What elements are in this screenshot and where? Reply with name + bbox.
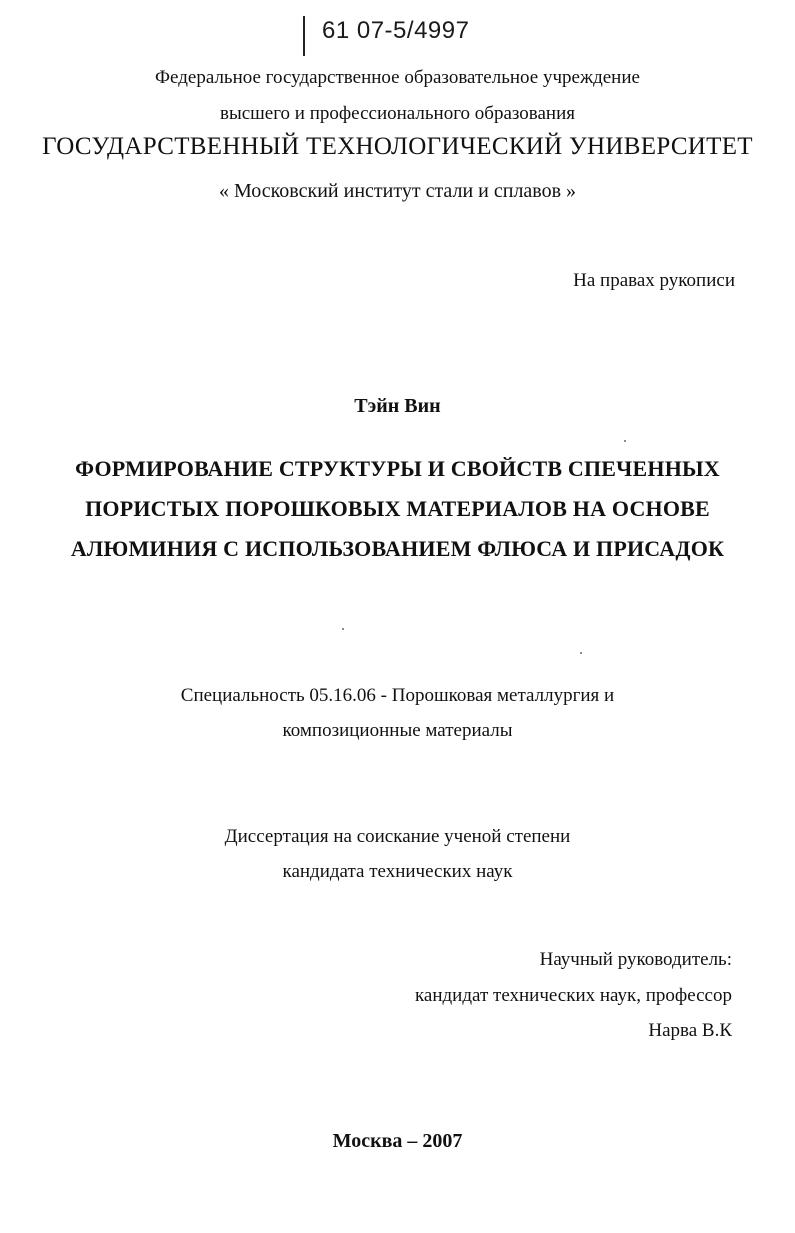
institute-name: « Московский институт стали и сплавов » [218,180,577,202]
specialty-line-2: композиционные материалы [282,720,513,741]
institution-line-1: Федеральное государственное образовательное учреждение [155,67,640,88]
scan-speck [342,628,344,630]
scan-speck [580,652,582,654]
dissertation-title-line-2: ПОРИСТЫХ ПОРОШКОВЫХ МАТЕРИАЛОВ НА ОСНОВЕ [85,496,710,521]
place-and-year: Москва – 2007 [332,1130,463,1152]
advisor-credentials: кандидат технических наук, профессор [414,985,732,1006]
degree-line-2: кандидата технических наук [282,861,513,882]
author-name: Тэйн Вин [354,395,441,417]
degree-line-1: Диссертация на соискание ученой степени [224,826,571,847]
advisor-label: Научный руководитель: [539,949,732,970]
stamp-divider [303,16,305,56]
advisor-name: Нарва В.К [648,1020,732,1041]
dissertation-title-line-1: ФОРМИРОВАНИЕ СТРУКТУРЫ И СВОЙСТВ СПЕЧЕННЫХ [75,456,720,481]
institution-line-2: высшего и профессионального образования [219,103,576,124]
university-name: ГОСУДАРСТВЕННЫЙ ТЕХНОЛОГИЧЕСКИЙ УНИВЕРСИТЕТ [42,133,753,160]
manuscript-note: На правах рукописи [573,270,735,291]
dissertation-title-line-3: АЛЮМИНИЯ С ИСПОЛЬЗОВАНИЕМ ФЛЮСА И ПРИСАДОК [70,536,725,561]
specialty-line-1: Специальность 05.16.06 - Порошковая металлургия и [180,685,615,706]
scan-speck [624,440,626,442]
archive-stamp-number: 61 07-5/4997 [322,17,470,44]
